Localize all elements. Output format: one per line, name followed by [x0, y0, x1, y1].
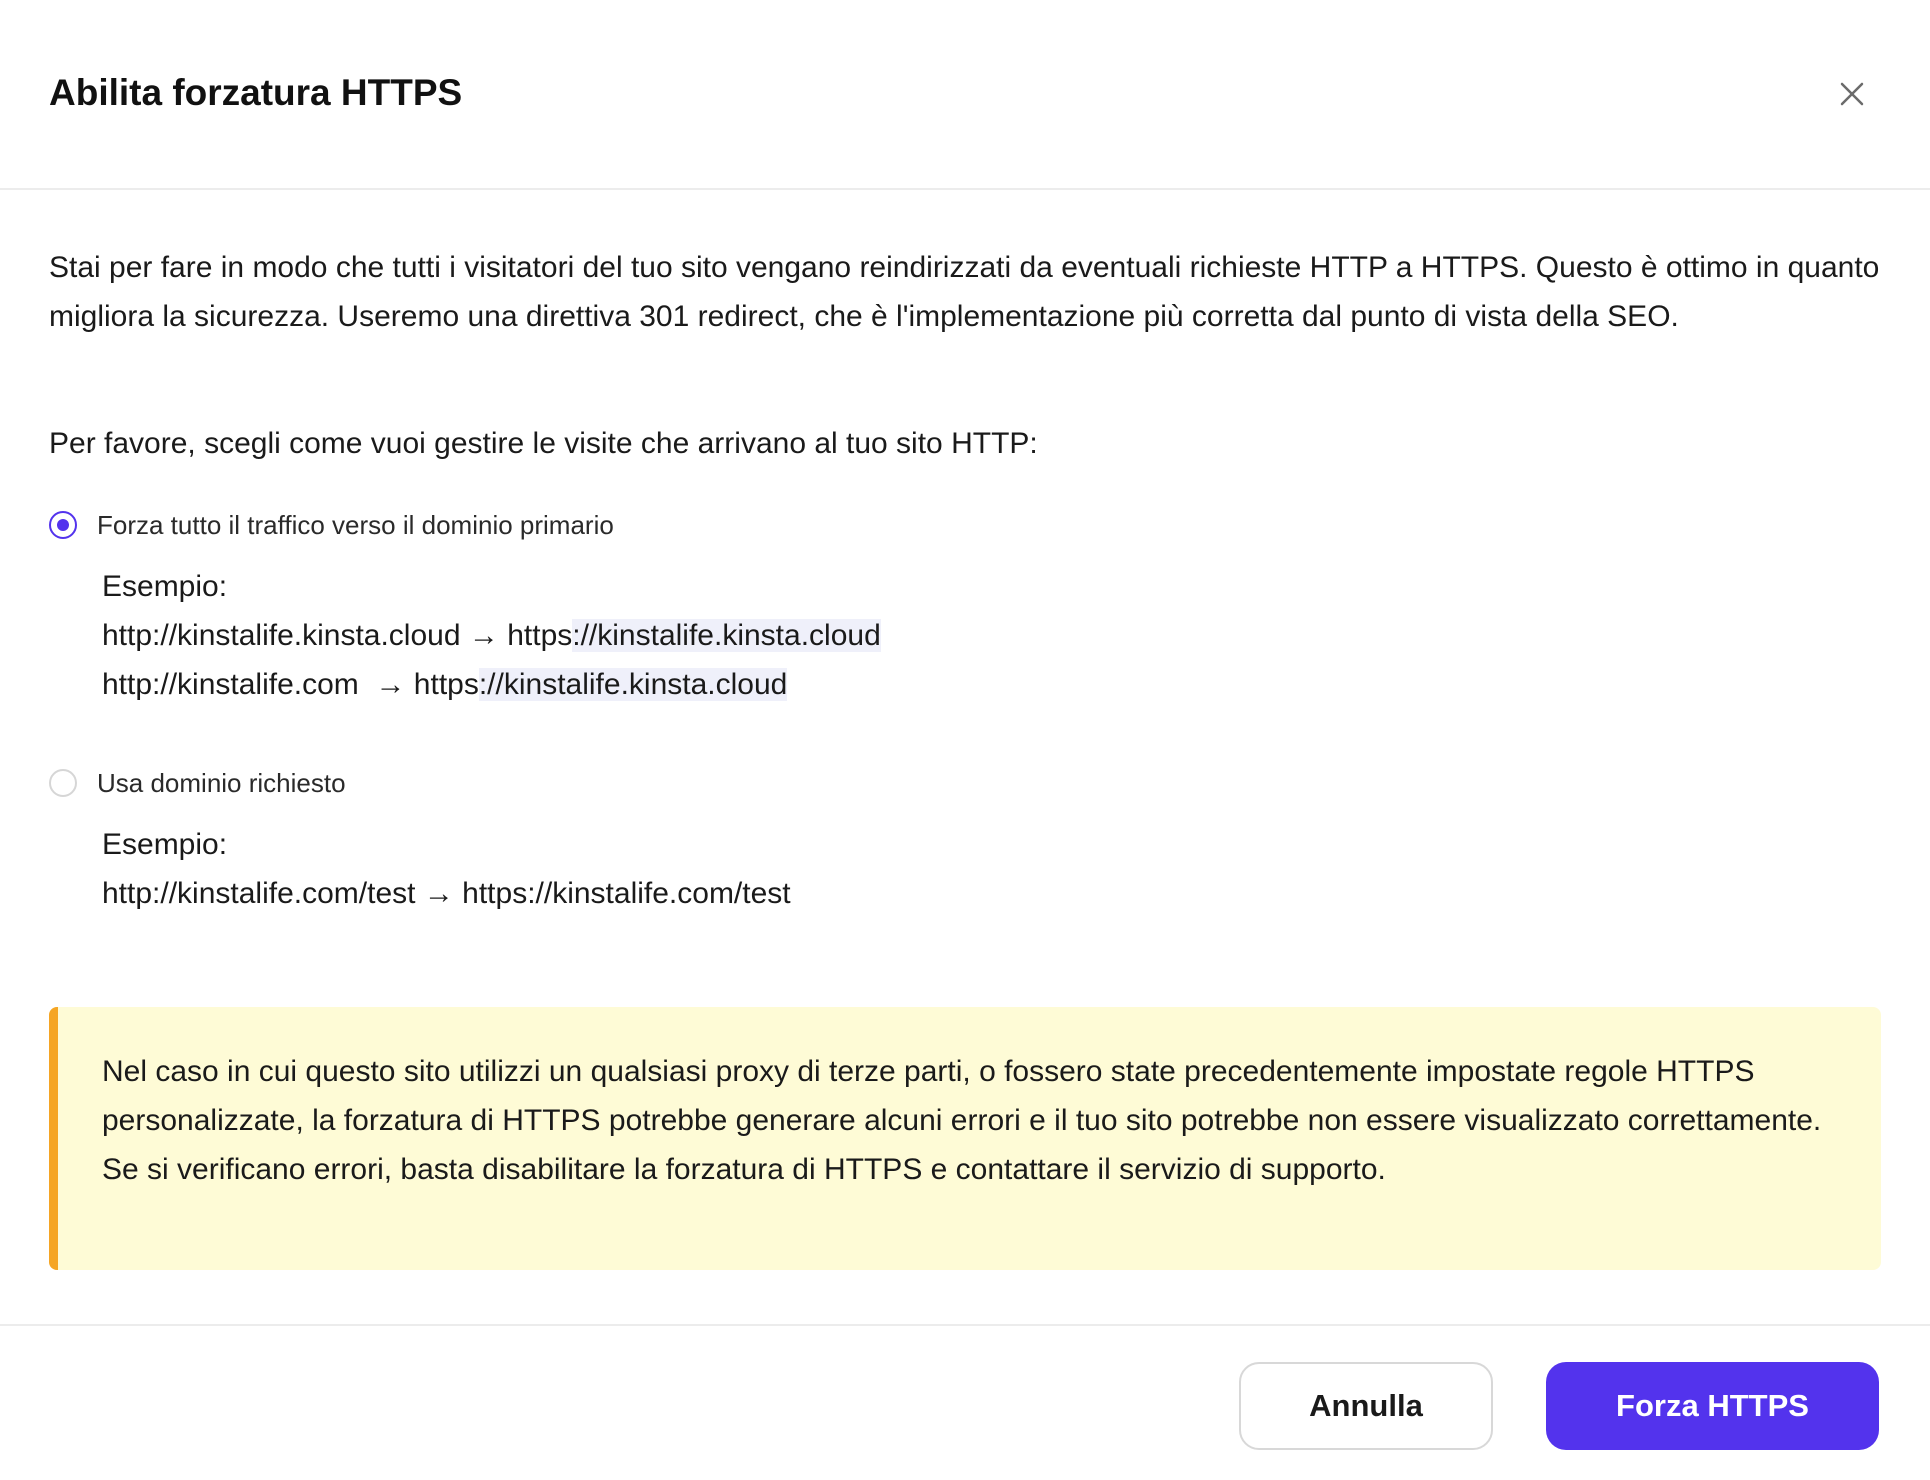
- example-to-domain: ://kinstalife.com/test: [527, 877, 791, 910]
- example-from: http://kinstalife.com: [102, 668, 368, 701]
- example-line: [102, 611, 881, 660]
- example-to-prefix: https: [462, 877, 528, 910]
- arrow-icon: →: [375, 668, 406, 701]
- example-line: [102, 660, 881, 709]
- warning-accent-bar: [49, 1007, 58, 1270]
- example-block-requested-domain: [102, 820, 791, 918]
- arrow-icon: →: [423, 877, 454, 910]
- radio-button-requested-domain[interactable]: [49, 769, 77, 797]
- cancel-button[interactable]: Annulla: [1239, 1362, 1493, 1450]
- example-heading: Esempio:: [102, 828, 228, 861]
- example-to-prefix: https: [507, 619, 573, 652]
- radio-button-primary-domain[interactable]: [49, 511, 77, 539]
- modal-header: [0, 0, 1930, 190]
- warning-text: Nel caso in cui questo sito utilizzi un qualsiasi proxy di terze parti, o fossero state precedentemente impostate regole HTTPS personalizzate, la forzatura di HTTPS potrebbe generare alcuni errori e il tuo sito potrebbe non essere visualizzato correttamente. Se si verificano errori, basta disabilitare la forzatura di HTTPS e contattare il servizio di supporto.: [102, 1055, 1822, 1186]
- close-button[interactable]: [1832, 74, 1872, 114]
- radio-label: Usa dominio richiesto: [97, 768, 346, 798]
- example-block-primary-domain: [102, 562, 881, 709]
- example-to-prefix: https: [413, 668, 479, 701]
- warning-notice: [49, 1007, 1881, 1270]
- close-icon: [1832, 74, 1872, 114]
- force-https-button[interactable]: Forza HTTPS: [1546, 1362, 1879, 1450]
- example-from: http://kinstalife.com/test: [102, 877, 416, 910]
- example-from: http://kinstalife.kinsta.cloud: [102, 619, 461, 652]
- intro-text: Stai per fare in modo che tutti i visitatori del tuo sito vengano reindirizzati da eventuali richieste HTTP a HTTPS. Questo è ottimo in quanto migliora la sicurezza. Useremo una direttiva 301 redirect, che è l'implementazione più corretta dal punto di vista della SEO.: [49, 251, 1880, 333]
- modal-title: Abilita forzatura HTTPS: [49, 72, 463, 113]
- question-text: Per favore, scegli come vuoi gestire le visite che arrivano al tuo sito HTTP:: [49, 427, 1038, 460]
- radio-label: Forza tutto il traffico verso il dominio primario: [97, 510, 614, 540]
- example-heading: Esempio:: [102, 570, 228, 603]
- radio-option-requested-domain[interactable]: [49, 766, 346, 800]
- example-to-domain: ://kinstalife.kinsta.cloud: [572, 619, 881, 652]
- radio-option-primary-domain[interactable]: [49, 508, 614, 542]
- arrow-icon: →: [468, 619, 499, 652]
- modal-footer: [0, 1324, 1930, 1480]
- example-line: [102, 869, 791, 918]
- example-to-domain: ://kinstalife.kinsta.cloud: [478, 668, 788, 701]
